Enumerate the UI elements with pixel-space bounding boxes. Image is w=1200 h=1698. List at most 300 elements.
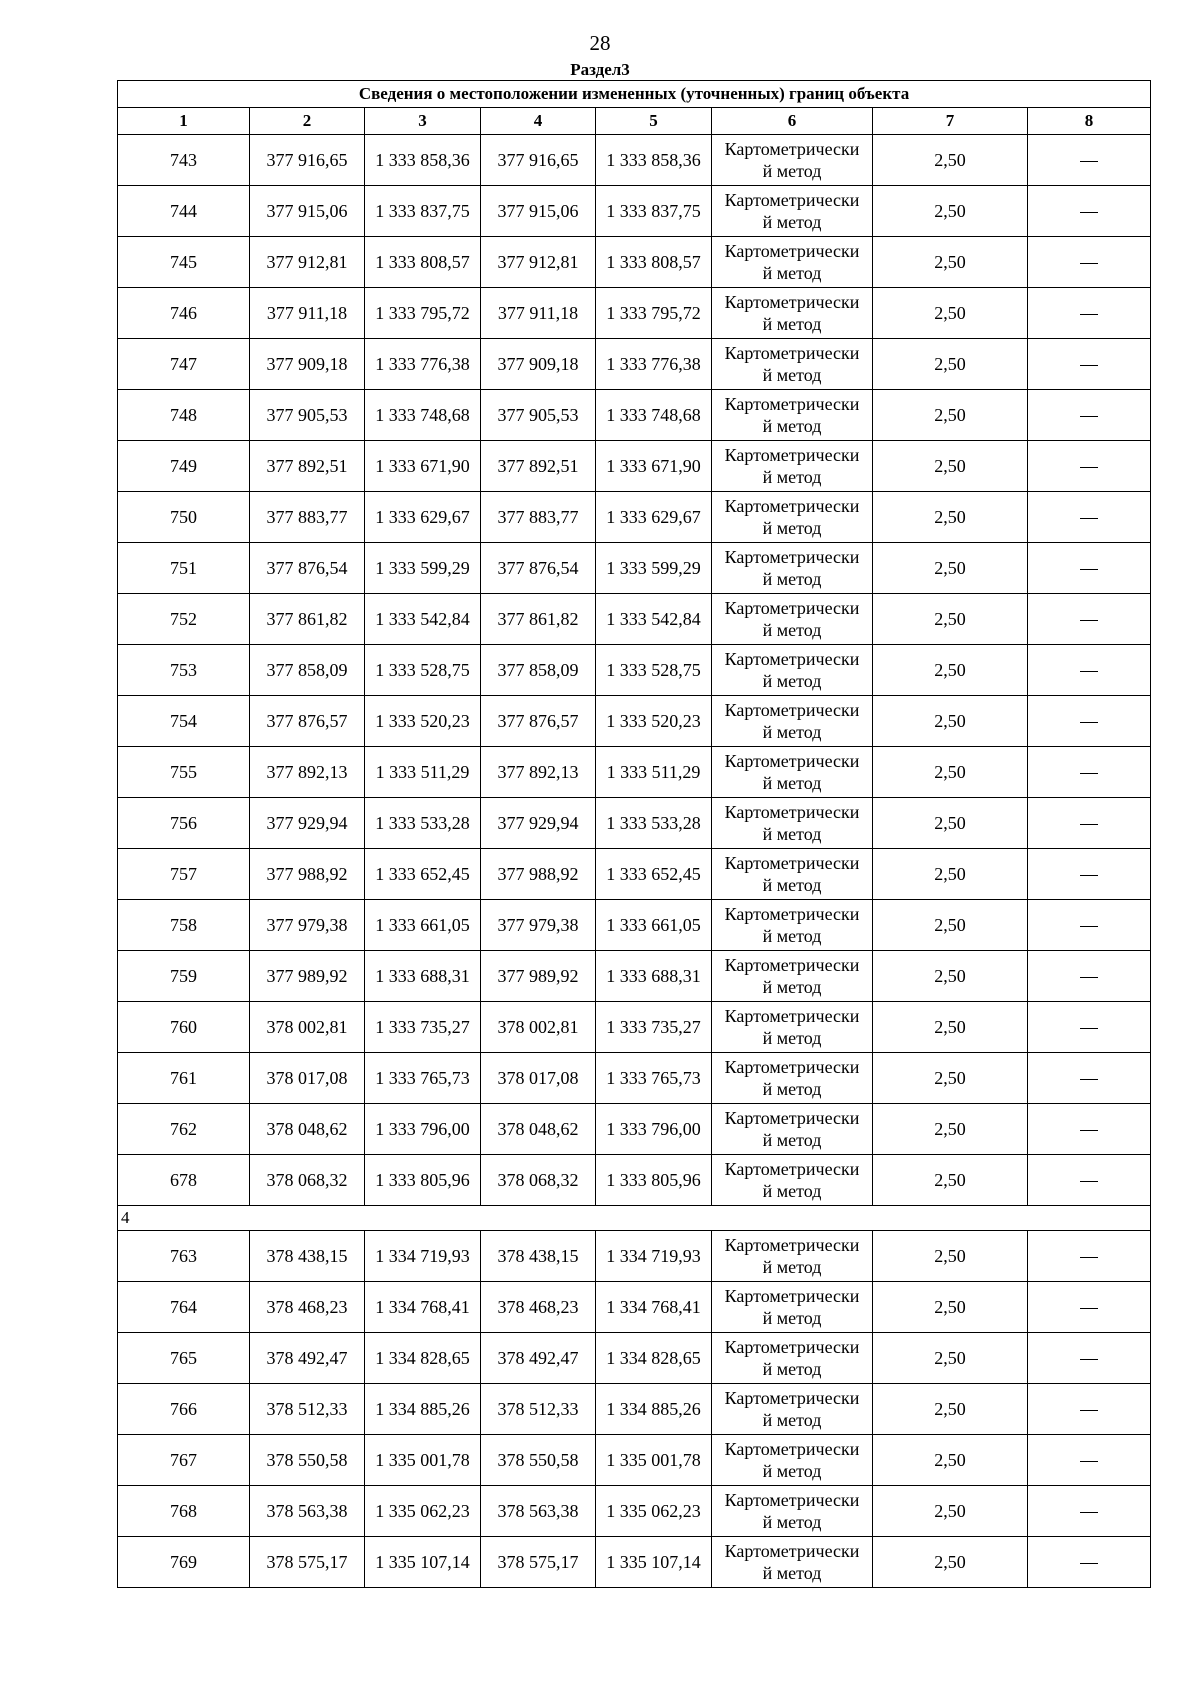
y-new-cell: 1 333 599,29 <box>596 543 712 594</box>
y-existing-cell: 1 333 837,75 <box>365 186 481 237</box>
method-text-line: Картометрически <box>724 547 860 567</box>
dash-cell <box>1028 1053 1151 1104</box>
dash-mark <box>1080 161 1098 162</box>
x-existing-cell: 377 929,94 <box>250 798 365 849</box>
dash-cell <box>1028 1537 1151 1588</box>
dash-cell <box>1028 1282 1151 1333</box>
method-text-line: Картометрически <box>724 139 860 159</box>
x-new-cell: 377 912,81 <box>481 237 596 288</box>
column-header: 3 <box>365 108 481 135</box>
method-text-line: й метод <box>762 875 822 895</box>
y-new-cell: 1 335 001,78 <box>596 1435 712 1486</box>
x-new-cell: 377 876,57 <box>481 696 596 747</box>
method-text-line: Картометрически <box>724 241 860 261</box>
y-existing-cell: 1 333 805,96 <box>365 1155 481 1206</box>
dash-mark <box>1080 926 1098 927</box>
method-cell <box>712 1486 873 1537</box>
method-cell <box>712 1435 873 1486</box>
method-text-line: й метод <box>762 1563 822 1583</box>
y-existing-cell: 1 334 885,26 <box>365 1384 481 1435</box>
y-existing-cell: 1 335 107,14 <box>365 1537 481 1588</box>
precision-cell: 2,50 <box>873 849 1028 900</box>
dash-cell <box>1028 849 1151 900</box>
point-number-cell: 760 <box>118 1002 250 1053</box>
y-new-cell: 1 333 795,72 <box>596 288 712 339</box>
x-existing-cell: 378 002,81 <box>250 1002 365 1053</box>
method-text-line: Картометрически <box>724 1235 860 1255</box>
x-new-cell: 377 909,18 <box>481 339 596 390</box>
x-new-cell: 378 550,58 <box>481 1435 596 1486</box>
column-header-row <box>118 108 1151 135</box>
y-existing-cell: 1 333 652,45 <box>365 849 481 900</box>
x-new-cell: 378 563,38 <box>481 1486 596 1537</box>
point-number-cell: 759 <box>118 951 250 1002</box>
x-new-cell: 377 915,06 <box>481 186 596 237</box>
method-cell <box>712 1155 873 1206</box>
dash-cell <box>1028 594 1151 645</box>
y-new-cell: 1 335 062,23 <box>596 1486 712 1537</box>
y-new-cell: 1 333 776,38 <box>596 339 712 390</box>
x-new-cell: 377 892,51 <box>481 441 596 492</box>
x-existing-cell: 377 905,53 <box>250 390 365 441</box>
x-new-cell: 377 916,65 <box>481 135 596 186</box>
method-text-line: й метод <box>762 467 822 487</box>
column-header: 2 <box>250 108 365 135</box>
method-text-line: й метод <box>762 824 822 844</box>
method-text-line: Картометрически <box>724 1388 860 1408</box>
precision-cell: 2,50 <box>873 1155 1028 1206</box>
method-text-line: Картометрически <box>724 700 860 720</box>
method-cell <box>712 1537 873 1588</box>
point-number-cell: 753 <box>118 645 250 696</box>
x-new-cell: 377 979,38 <box>481 900 596 951</box>
point-number-cell: 767 <box>118 1435 250 1486</box>
x-new-cell: 377 883,77 <box>481 492 596 543</box>
y-new-cell: 1 333 837,75 <box>596 186 712 237</box>
x-existing-cell: 378 048,62 <box>250 1104 365 1155</box>
point-number-cell: 758 <box>118 900 250 951</box>
method-cell <box>712 1384 873 1435</box>
y-new-cell: 1 334 828,65 <box>596 1333 712 1384</box>
precision-cell: 2,50 <box>873 543 1028 594</box>
method-cell <box>712 594 873 645</box>
point-number-cell: 768 <box>118 1486 250 1537</box>
x-existing-cell: 377 892,51 <box>250 441 365 492</box>
precision-cell: 2,50 <box>873 900 1028 951</box>
point-number-cell: 755 <box>118 747 250 798</box>
y-new-cell: 1 333 858,36 <box>596 135 712 186</box>
column-header: 7 <box>873 108 1028 135</box>
y-existing-cell: 1 333 533,28 <box>365 798 481 849</box>
dash-cell <box>1028 1155 1151 1206</box>
dash-cell <box>1028 339 1151 390</box>
point-number-cell: 745 <box>118 237 250 288</box>
dash-cell <box>1028 390 1151 441</box>
precision-cell: 2,50 <box>873 390 1028 441</box>
dash-mark <box>1080 1257 1098 1258</box>
table-row <box>118 1333 1151 1384</box>
dash-cell <box>1028 237 1151 288</box>
dash-cell <box>1028 900 1151 951</box>
point-number-cell: 747 <box>118 339 250 390</box>
dash-cell <box>1028 1002 1151 1053</box>
method-text-line: Картометрически <box>724 190 860 210</box>
dash-mark <box>1080 212 1098 213</box>
y-new-cell: 1 333 796,00 <box>596 1104 712 1155</box>
x-existing-cell: 377 915,06 <box>250 186 365 237</box>
method-text-line: Картометрически <box>724 802 860 822</box>
x-new-cell: 377 929,94 <box>481 798 596 849</box>
x-new-cell: 378 002,81 <box>481 1002 596 1053</box>
y-new-cell: 1 334 768,41 <box>596 1282 712 1333</box>
y-existing-cell: 1 333 661,05 <box>365 900 481 951</box>
method-cell <box>712 1104 873 1155</box>
y-new-cell: 1 333 533,28 <box>596 798 712 849</box>
y-new-cell: 1 333 735,27 <box>596 1002 712 1053</box>
table-row <box>118 1002 1151 1053</box>
y-existing-cell: 1 333 528,75 <box>365 645 481 696</box>
method-cell <box>712 441 873 492</box>
method-cell <box>712 390 873 441</box>
table-row <box>118 390 1151 441</box>
precision-cell: 2,50 <box>873 1053 1028 1104</box>
point-number-cell: 752 <box>118 594 250 645</box>
dash-cell <box>1028 441 1151 492</box>
x-existing-cell: 378 575,17 <box>250 1537 365 1588</box>
method-text-line: й метод <box>762 1181 822 1201</box>
dash-cell <box>1028 288 1151 339</box>
y-existing-cell: 1 334 828,65 <box>365 1333 481 1384</box>
point-number-cell: 678 <box>118 1155 250 1206</box>
column-header: 8 <box>1028 108 1151 135</box>
precision-cell: 2,50 <box>873 441 1028 492</box>
y-existing-cell: 1 335 062,23 <box>365 1486 481 1537</box>
method-text-line: Картометрически <box>724 598 860 618</box>
dash-mark <box>1080 1130 1098 1131</box>
method-text-line: й метод <box>762 1028 822 1048</box>
point-number-cell: 764 <box>118 1282 250 1333</box>
method-text-line: й метод <box>762 518 822 538</box>
precision-cell: 2,50 <box>873 1002 1028 1053</box>
dash-cell <box>1028 798 1151 849</box>
precision-cell: 2,50 <box>873 135 1028 186</box>
x-new-cell: 378 512,33 <box>481 1384 596 1435</box>
method-text-line: й метод <box>762 416 822 436</box>
dash-mark <box>1080 1079 1098 1080</box>
table-row <box>118 186 1151 237</box>
method-text-line: й метод <box>762 263 822 283</box>
table-row <box>118 594 1151 645</box>
method-cell <box>712 798 873 849</box>
table-row <box>118 900 1151 951</box>
x-new-cell: 378 438,15 <box>481 1231 596 1282</box>
dash-cell <box>1028 1231 1151 1282</box>
point-number-cell: 766 <box>118 1384 250 1435</box>
method-text-line: й метод <box>762 365 822 385</box>
method-text-line: й метод <box>762 1257 822 1277</box>
x-existing-cell: 377 876,57 <box>250 696 365 747</box>
method-text-line: Картометрически <box>724 1541 860 1561</box>
method-text-line: й метод <box>762 1512 822 1532</box>
x-new-cell: 378 017,08 <box>481 1053 596 1104</box>
point-number-cell: 763 <box>118 1231 250 1282</box>
dash-mark <box>1080 1181 1098 1182</box>
dash-mark <box>1080 467 1098 468</box>
table-row <box>118 798 1151 849</box>
y-new-cell: 1 333 805,96 <box>596 1155 712 1206</box>
x-existing-cell: 378 492,47 <box>250 1333 365 1384</box>
method-cell <box>712 1231 873 1282</box>
precision-cell: 2,50 <box>873 1435 1028 1486</box>
y-existing-cell: 1 333 671,90 <box>365 441 481 492</box>
dash-mark <box>1080 263 1098 264</box>
dash-cell <box>1028 1384 1151 1435</box>
method-text-line: Картометрически <box>724 649 860 669</box>
y-existing-cell: 1 333 542,84 <box>365 594 481 645</box>
x-existing-cell: 378 563,38 <box>250 1486 365 1537</box>
y-existing-cell: 1 333 511,29 <box>365 747 481 798</box>
dash-cell <box>1028 1333 1151 1384</box>
x-existing-cell: 377 989,92 <box>250 951 365 1002</box>
method-text-line: й метод <box>762 722 822 742</box>
dash-mark <box>1080 620 1098 621</box>
y-existing-cell: 1 333 776,38 <box>365 339 481 390</box>
y-existing-cell: 1 334 719,93 <box>365 1231 481 1282</box>
method-text-line: й метод <box>762 620 822 640</box>
dash-mark <box>1080 314 1098 315</box>
method-cell <box>712 339 873 390</box>
table-row <box>118 1282 1151 1333</box>
method-text-line: Картометрически <box>724 1006 860 1026</box>
precision-cell: 2,50 <box>873 1486 1028 1537</box>
method-cell <box>712 1002 873 1053</box>
point-number-cell: 743 <box>118 135 250 186</box>
method-cell <box>712 492 873 543</box>
dash-cell <box>1028 1104 1151 1155</box>
precision-cell: 2,50 <box>873 747 1028 798</box>
method-text-line: Картометрически <box>724 343 860 363</box>
table-row <box>118 951 1151 1002</box>
precision-cell: 2,50 <box>873 492 1028 543</box>
dash-mark <box>1080 569 1098 570</box>
dash-mark <box>1080 977 1098 978</box>
y-existing-cell: 1 333 735,27 <box>365 1002 481 1053</box>
method-cell <box>712 645 873 696</box>
dash-mark <box>1080 518 1098 519</box>
y-new-cell: 1 333 520,23 <box>596 696 712 747</box>
method-text-line: Картометрически <box>724 1108 860 1128</box>
x-new-cell: 377 988,92 <box>481 849 596 900</box>
table-row <box>118 1155 1151 1206</box>
column-header: 4 <box>481 108 596 135</box>
x-existing-cell: 377 858,09 <box>250 645 365 696</box>
table-row <box>118 1231 1151 1282</box>
y-existing-cell: 1 335 001,78 <box>365 1435 481 1486</box>
method-text-line: й метод <box>762 1079 822 1099</box>
precision-cell: 2,50 <box>873 186 1028 237</box>
y-existing-cell: 1 333 629,67 <box>365 492 481 543</box>
x-existing-cell: 377 861,82 <box>250 594 365 645</box>
method-text-line: й метод <box>762 1359 822 1379</box>
method-cell <box>712 135 873 186</box>
x-new-cell: 377 989,92 <box>481 951 596 1002</box>
x-existing-cell: 377 892,13 <box>250 747 365 798</box>
method-cell <box>712 849 873 900</box>
x-existing-cell: 377 979,38 <box>250 900 365 951</box>
method-text-line: Картометрически <box>724 445 860 465</box>
y-existing-cell: 1 333 858,36 <box>365 135 481 186</box>
method-text-line: й метод <box>762 1130 822 1150</box>
table-row <box>118 1104 1151 1155</box>
y-new-cell: 1 334 885,26 <box>596 1384 712 1435</box>
method-cell <box>712 186 873 237</box>
precision-cell: 2,50 <box>873 1282 1028 1333</box>
dash-cell <box>1028 543 1151 594</box>
x-new-cell: 378 468,23 <box>481 1282 596 1333</box>
precision-cell: 2,50 <box>873 594 1028 645</box>
method-cell <box>712 951 873 1002</box>
table-caption-row <box>118 81 1151 108</box>
method-cell <box>712 696 873 747</box>
column-header: 1 <box>118 108 250 135</box>
point-number-cell: 748 <box>118 390 250 441</box>
y-existing-cell: 1 333 808,57 <box>365 237 481 288</box>
x-existing-cell: 378 550,58 <box>250 1435 365 1486</box>
dash-cell <box>1028 186 1151 237</box>
x-existing-cell: 377 912,81 <box>250 237 365 288</box>
dash-mark <box>1080 1563 1098 1564</box>
method-text-line: Картометрически <box>724 1337 860 1357</box>
x-existing-cell: 378 438,15 <box>250 1231 365 1282</box>
point-number-cell: 756 <box>118 798 250 849</box>
method-text-line: Картометрически <box>724 904 860 924</box>
table-row <box>118 747 1151 798</box>
section-title: Раздел3 <box>570 60 630 79</box>
table-row <box>118 1486 1151 1537</box>
method-text-line: й метод <box>762 671 822 691</box>
dash-mark <box>1080 1410 1098 1411</box>
y-new-cell: 1 335 107,14 <box>596 1537 712 1588</box>
method-cell <box>712 900 873 951</box>
method-text-line: Картометрически <box>724 1490 860 1510</box>
dash-mark <box>1080 722 1098 723</box>
y-new-cell: 1 333 629,67 <box>596 492 712 543</box>
y-new-cell: 1 333 661,05 <box>596 900 712 951</box>
y-existing-cell: 1 333 688,31 <box>365 951 481 1002</box>
dash-cell <box>1028 696 1151 747</box>
table-row <box>118 1537 1151 1588</box>
table-row <box>118 441 1151 492</box>
method-text-line: Картометрически <box>724 496 860 516</box>
dash-mark <box>1080 365 1098 366</box>
table-row <box>118 645 1151 696</box>
contour-group-label: 4 <box>118 1206 1151 1231</box>
y-new-cell: 1 333 808,57 <box>596 237 712 288</box>
y-existing-cell: 1 333 520,23 <box>365 696 481 747</box>
dash-cell <box>1028 747 1151 798</box>
method-cell <box>712 1282 873 1333</box>
column-header: 5 <box>596 108 712 135</box>
table-row <box>118 288 1151 339</box>
dash-mark <box>1080 1028 1098 1029</box>
y-existing-cell: 1 333 796,00 <box>365 1104 481 1155</box>
dash-mark <box>1080 875 1098 876</box>
point-number-cell: 744 <box>118 186 250 237</box>
point-number-cell: 749 <box>118 441 250 492</box>
table-row <box>118 696 1151 747</box>
method-text-line: й метод <box>762 1308 822 1328</box>
dash-mark <box>1080 824 1098 825</box>
method-text-line: Картометрически <box>724 751 860 771</box>
method-text-line: й метод <box>762 569 822 589</box>
page-number: 28 <box>589 31 611 55</box>
y-existing-cell: 1 333 795,72 <box>365 288 481 339</box>
y-existing-cell: 1 334 768,41 <box>365 1282 481 1333</box>
method-text-line: й метод <box>762 314 822 334</box>
x-existing-cell: 377 876,54 <box>250 543 365 594</box>
table-row <box>118 849 1151 900</box>
method-text-line: й метод <box>762 926 822 946</box>
dash-cell <box>1028 1435 1151 1486</box>
y-new-cell: 1 333 671,90 <box>596 441 712 492</box>
dash-mark <box>1080 1359 1098 1360</box>
table-caption: Сведения о местоположении измененных (уточненных) границ объекта <box>118 81 1151 108</box>
method-text-line: й метод <box>762 773 822 793</box>
x-new-cell: 378 048,62 <box>481 1104 596 1155</box>
point-number-cell: 746 <box>118 288 250 339</box>
precision-cell: 2,50 <box>873 1537 1028 1588</box>
point-number-cell: 769 <box>118 1537 250 1588</box>
method-text-line: Картометрически <box>724 955 860 975</box>
x-new-cell: 378 575,17 <box>481 1537 596 1588</box>
precision-cell: 2,50 <box>873 1104 1028 1155</box>
table-row <box>118 339 1151 390</box>
dash-mark <box>1080 1308 1098 1309</box>
y-existing-cell: 1 333 765,73 <box>365 1053 481 1104</box>
table-row <box>118 1053 1151 1104</box>
y-new-cell: 1 333 511,29 <box>596 747 712 798</box>
y-new-cell: 1 333 528,75 <box>596 645 712 696</box>
precision-cell: 2,50 <box>873 798 1028 849</box>
y-new-cell: 1 333 748,68 <box>596 390 712 441</box>
dash-mark <box>1080 1512 1098 1513</box>
point-number-cell: 761 <box>118 1053 250 1104</box>
x-existing-cell: 378 068,32 <box>250 1155 365 1206</box>
method-text-line: й метод <box>762 1410 822 1430</box>
point-number-cell: 751 <box>118 543 250 594</box>
y-existing-cell: 1 333 599,29 <box>365 543 481 594</box>
x-new-cell: 378 492,47 <box>481 1333 596 1384</box>
x-existing-cell: 377 883,77 <box>250 492 365 543</box>
x-existing-cell: 377 988,92 <box>250 849 365 900</box>
method-text-line: Картометрически <box>724 1057 860 1077</box>
precision-cell: 2,50 <box>873 339 1028 390</box>
x-existing-cell: 377 911,18 <box>250 288 365 339</box>
method-text-line: Картометрически <box>724 1159 860 1179</box>
table-row <box>118 1435 1151 1486</box>
y-new-cell: 1 334 719,93 <box>596 1231 712 1282</box>
method-cell <box>712 1333 873 1384</box>
precision-cell: 2,50 <box>873 237 1028 288</box>
x-new-cell: 377 911,18 <box>481 288 596 339</box>
dash-cell <box>1028 951 1151 1002</box>
point-number-cell: 765 <box>118 1333 250 1384</box>
y-new-cell: 1 333 542,84 <box>596 594 712 645</box>
method-cell <box>712 288 873 339</box>
point-number-cell: 754 <box>118 696 250 747</box>
method-text-line: Картометрически <box>724 292 860 312</box>
point-number-cell: 750 <box>118 492 250 543</box>
